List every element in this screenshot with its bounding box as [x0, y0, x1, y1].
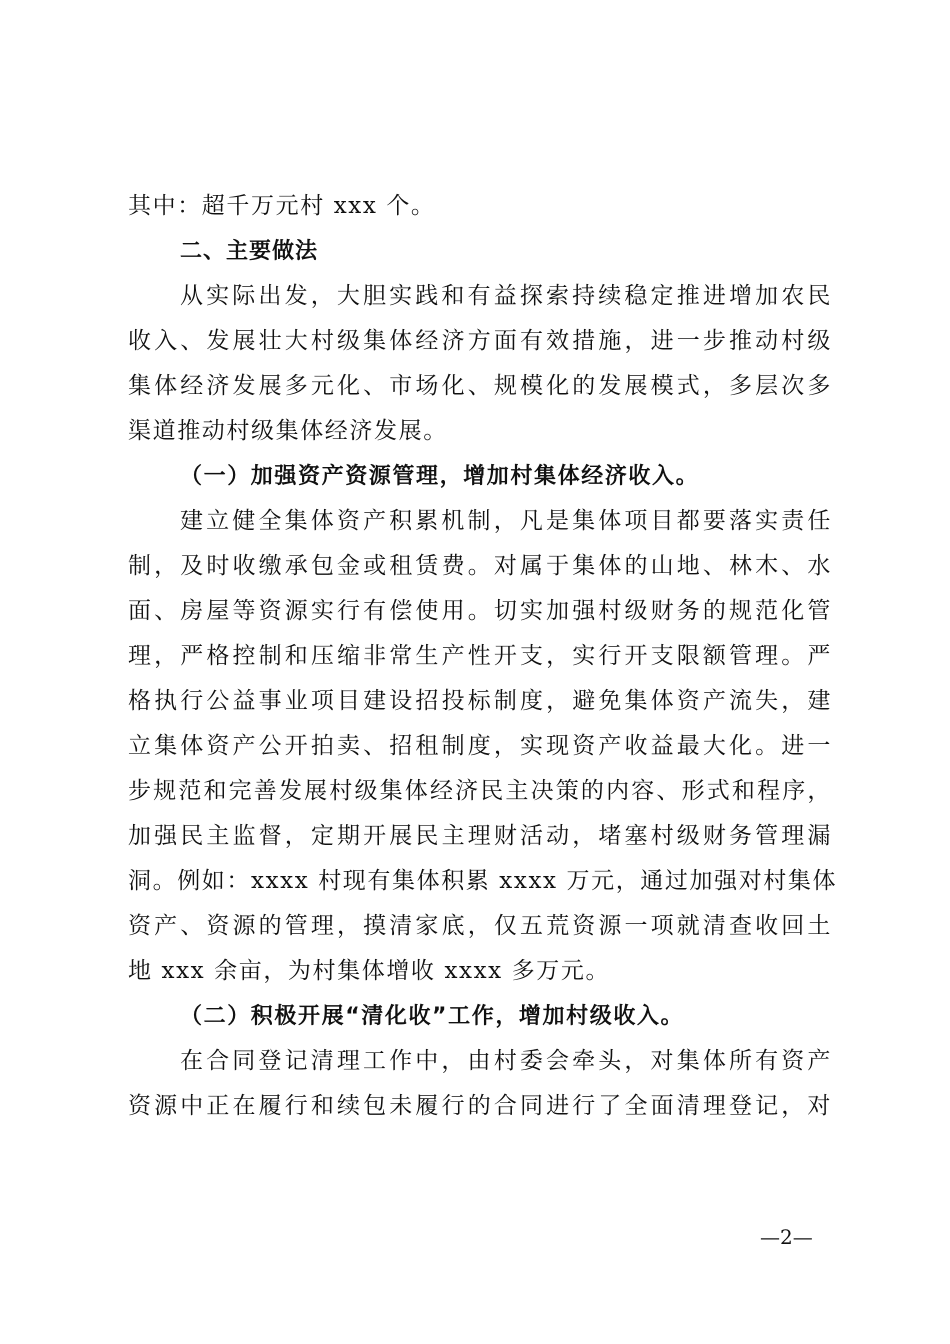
- text-line: 洞。例如：xxxx 村现有集体积累 xxxx 万元，通过加强对村集体: [128, 868, 838, 894]
- text-line: 在合同登记清理工作中，由村委会牵头，对集体所有资产: [180, 1048, 832, 1074]
- text-line: 地 xxx 余亩，为村集体增收 xxxx 多万元。: [128, 958, 611, 984]
- subsection-heading: （一）加强资产资源管理，增加村集体经济收入。: [180, 464, 700, 489]
- document-body: [128, 184, 838, 1129]
- text-line: 集体经济发展多元化、市场化、规模化的发展模式，多层次多: [128, 373, 832, 399]
- page-number: —2—: [760, 1225, 813, 1249]
- text-line: 立集体资产公开拍卖、招租制度，实现资产收益最大化。进一: [128, 733, 832, 759]
- text-line: 理，严格控制和压缩非常生产性开支，实行开支限额管理。严: [128, 643, 832, 669]
- text-line: 收入、发展壮大村级集体经济方面有效措施，进一步推动村级: [128, 328, 832, 354]
- text-line: 制，及时收缴承包金或租赁费。对属于集体的山地、林木、水: [128, 553, 832, 579]
- text-line: 渠道推动村级集体经济发展。: [128, 418, 448, 444]
- section-heading: 二、主要做法: [180, 239, 319, 264]
- text-line: 面、房屋等资源实行有偿使用。切实加强村级财务的规范化管: [128, 598, 832, 624]
- text-line: 其中：超千万元村 xxx 个。: [128, 193, 436, 219]
- text-line: 从实际出发，大胆实践和有益探索持续稳定推进增加农民: [180, 283, 832, 309]
- text-line: 资源中正在履行和续包未履行的合同进行了全面清理登记，对: [128, 1093, 832, 1119]
- subsection-heading: （二）积极开展“清化收”工作，增加村级收入。: [180, 1004, 685, 1029]
- text-line: 资产、资源的管理，摸清家底，仅五荒资源一项就清查收回土: [128, 913, 832, 939]
- text-line: 加强民主监督，定期开展民主理财活动，堵塞村级财务管理漏: [128, 823, 832, 849]
- text-line: 建立健全集体资产积累机制，凡是集体项目都要落实责任: [180, 508, 832, 534]
- text-line: 格执行公益事业项目建设招投标制度，避免集体资产流失，建: [128, 688, 832, 714]
- text-line: 步规范和完善发展村级集体经济民主决策的内容、形式和程序，: [128, 778, 832, 804]
